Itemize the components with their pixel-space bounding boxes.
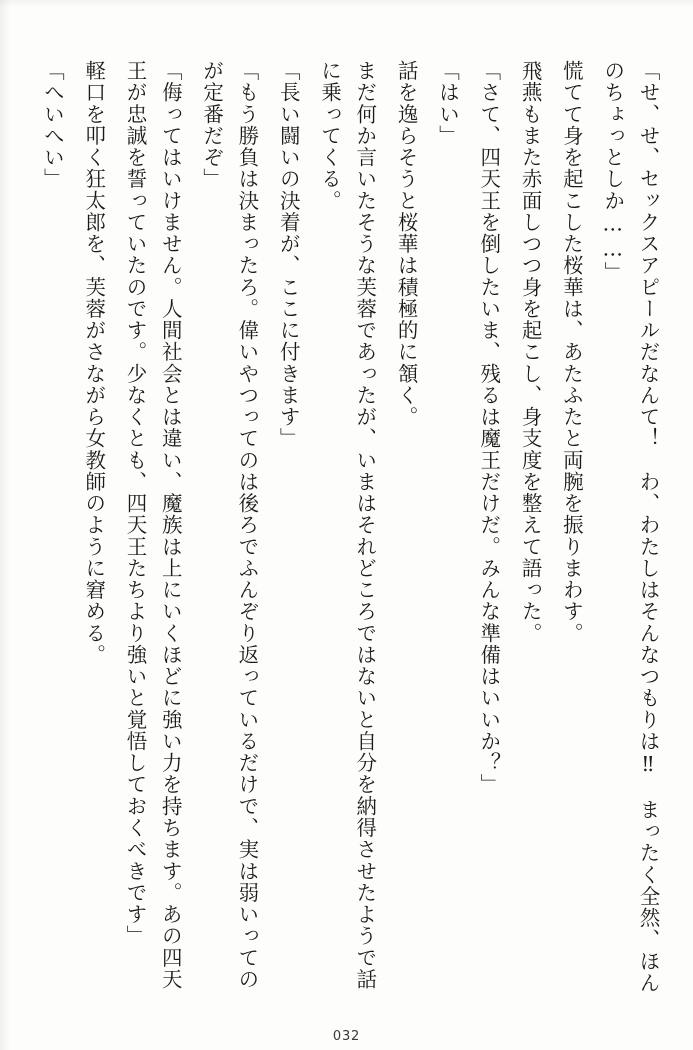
page-left-shading [0, 0, 10, 1050]
page-number: 032 [332, 1029, 361, 1044]
paragraph: 話を逸らそうと桜華は積極的に頷く。 [394, 60, 419, 428]
paragraph: 飛燕もまた赤面しつつ身を起こし、身支度を整えて語った。 [518, 60, 543, 644]
paragraph: 「侮ってはいけません。人間社会とは違い、魔族は上にいくほどに強い力を持ちます。あの四天王が忠誠を誓っていたのです。少なくとも、四天王たちより強いと覚悟しておくべきです」 [123, 60, 183, 990]
paragraph: 「さて、四天王を倒したいま、残るは魔王だけだ。みんな準備はいいか？」 [476, 60, 501, 796]
paragraph: 「長い闘いの決着が、ここに付きます」 [276, 60, 301, 450]
page-top-shading [0, 0, 693, 8]
paragraph: 慌てて身を起こした桜華は、あたふたと両腕を振りまわす。 [559, 60, 584, 644]
paragraph: 「もう勝負は決まったろ。偉いやつってのは後ろでふんぞり返っているだけで、実は弱いってのが定番だぞ」 [199, 60, 259, 990]
paragraph: 「せ、せ、セックスアピールだなんて！ わ、わたしはそんなつもりは‼ まったく全然、ほんのちょっとしか……」 [600, 60, 660, 994]
paragraph: 「へいへい」 [40, 60, 65, 190]
paragraph: 軽口を叩く狂太郎を、芙蓉がさながら女教師のように窘める。 [81, 60, 106, 666]
vertical-text-body [28, 60, 665, 995]
paragraph: まだ何か言いたそうな芙蓉であったが、いまはそれどころではないと自分を納得させたようで話に乗ってくる。 [317, 60, 377, 990]
paragraph: 「はい」 [435, 60, 460, 147]
